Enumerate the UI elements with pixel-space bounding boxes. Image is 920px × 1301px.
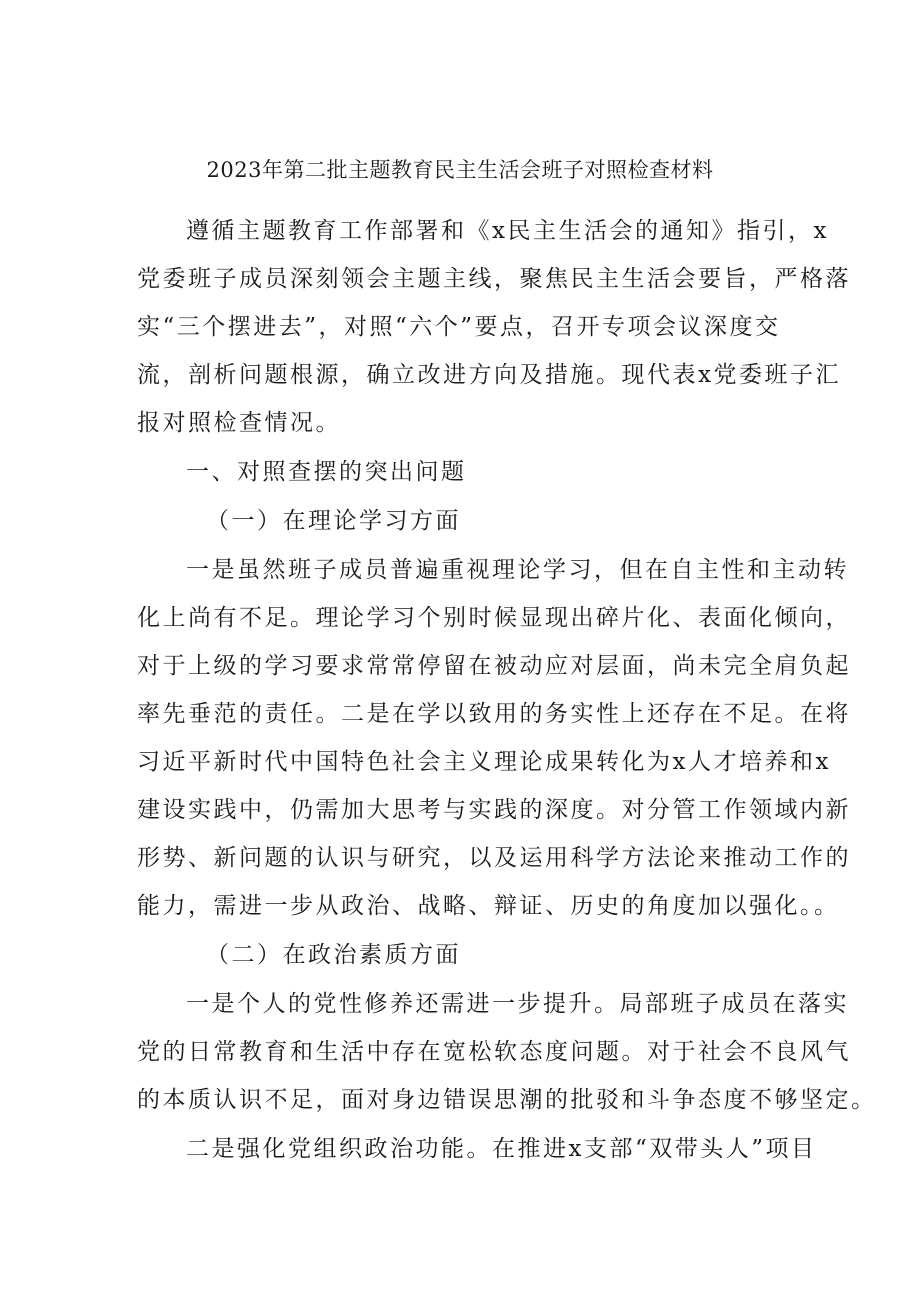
body-line: 能力，需进一步从政治、战略、辩证、历史的角度加以强化。。 — [137, 893, 840, 919]
body-line: 建设实践中，仍需加大思考与实践的深度。对分管工作领域内新 — [137, 797, 851, 823]
body-line: 对于上级的学习要求常常停留在被动应对层面，尚未完全肩负起 — [137, 653, 851, 679]
intro-line: 流，剖析问题根源，确立改进方向及措施。现代表x党委班子汇 — [137, 362, 841, 388]
section-heading: 一、对照查摆的突出问题 — [186, 459, 467, 485]
body-line: 二是强化党组织政治功能。在推进x支部“双带头人”项目 — [186, 1136, 817, 1162]
intro-line: 实“三个摆进去”，对照“六个”要点，召开专项会议深度交 — [137, 314, 781, 340]
intro-line: 遵循主题教育工作部署和《x民主生活会的通知》指引，x — [186, 218, 829, 244]
body-line: 党的日常教育和生活中存在宽松软态度问题。对于社会不良风气 — [137, 1039, 851, 1065]
body-line: 一是个人的党性修养还需进一步提升。局部班子成员在落实 — [186, 991, 849, 1017]
document-title: 2023年第二批主题教育民主生活会班子对照检查材料 — [206, 158, 714, 182]
subsection-heading: （一）在理论学习方面 — [206, 508, 461, 534]
body-line: 的本质认识不足，面对身边错误思潮的批驳和斗争态度不够坚定。 — [137, 1087, 877, 1113]
body-line: 化上尚有不足。理论学习个别时候显现出碎片化、表面化倾向， — [137, 605, 851, 631]
body-line: 习近平新时代中国特色社会主义理论成果转化为x人才培养和x — [137, 749, 831, 775]
intro-line: 党委班子成员深刻领会主题主线，聚焦民主生活会要旨，严格落 — [137, 266, 851, 292]
body-line: 一是虽然班子成员普遍重视理论学习，但在自主性和主动转 — [186, 557, 849, 583]
intro-line: 报对照检查情况。 — [137, 410, 341, 436]
body-line: 形势、新问题的认识与研究，以及运用科学方法论来推动工作的 — [137, 845, 851, 871]
subsection-heading: （二）在政治素质方面 — [206, 942, 461, 968]
body-line: 率先垂范的责任。二是在学以致用的务实性上还存在不足。在将 — [137, 701, 851, 727]
